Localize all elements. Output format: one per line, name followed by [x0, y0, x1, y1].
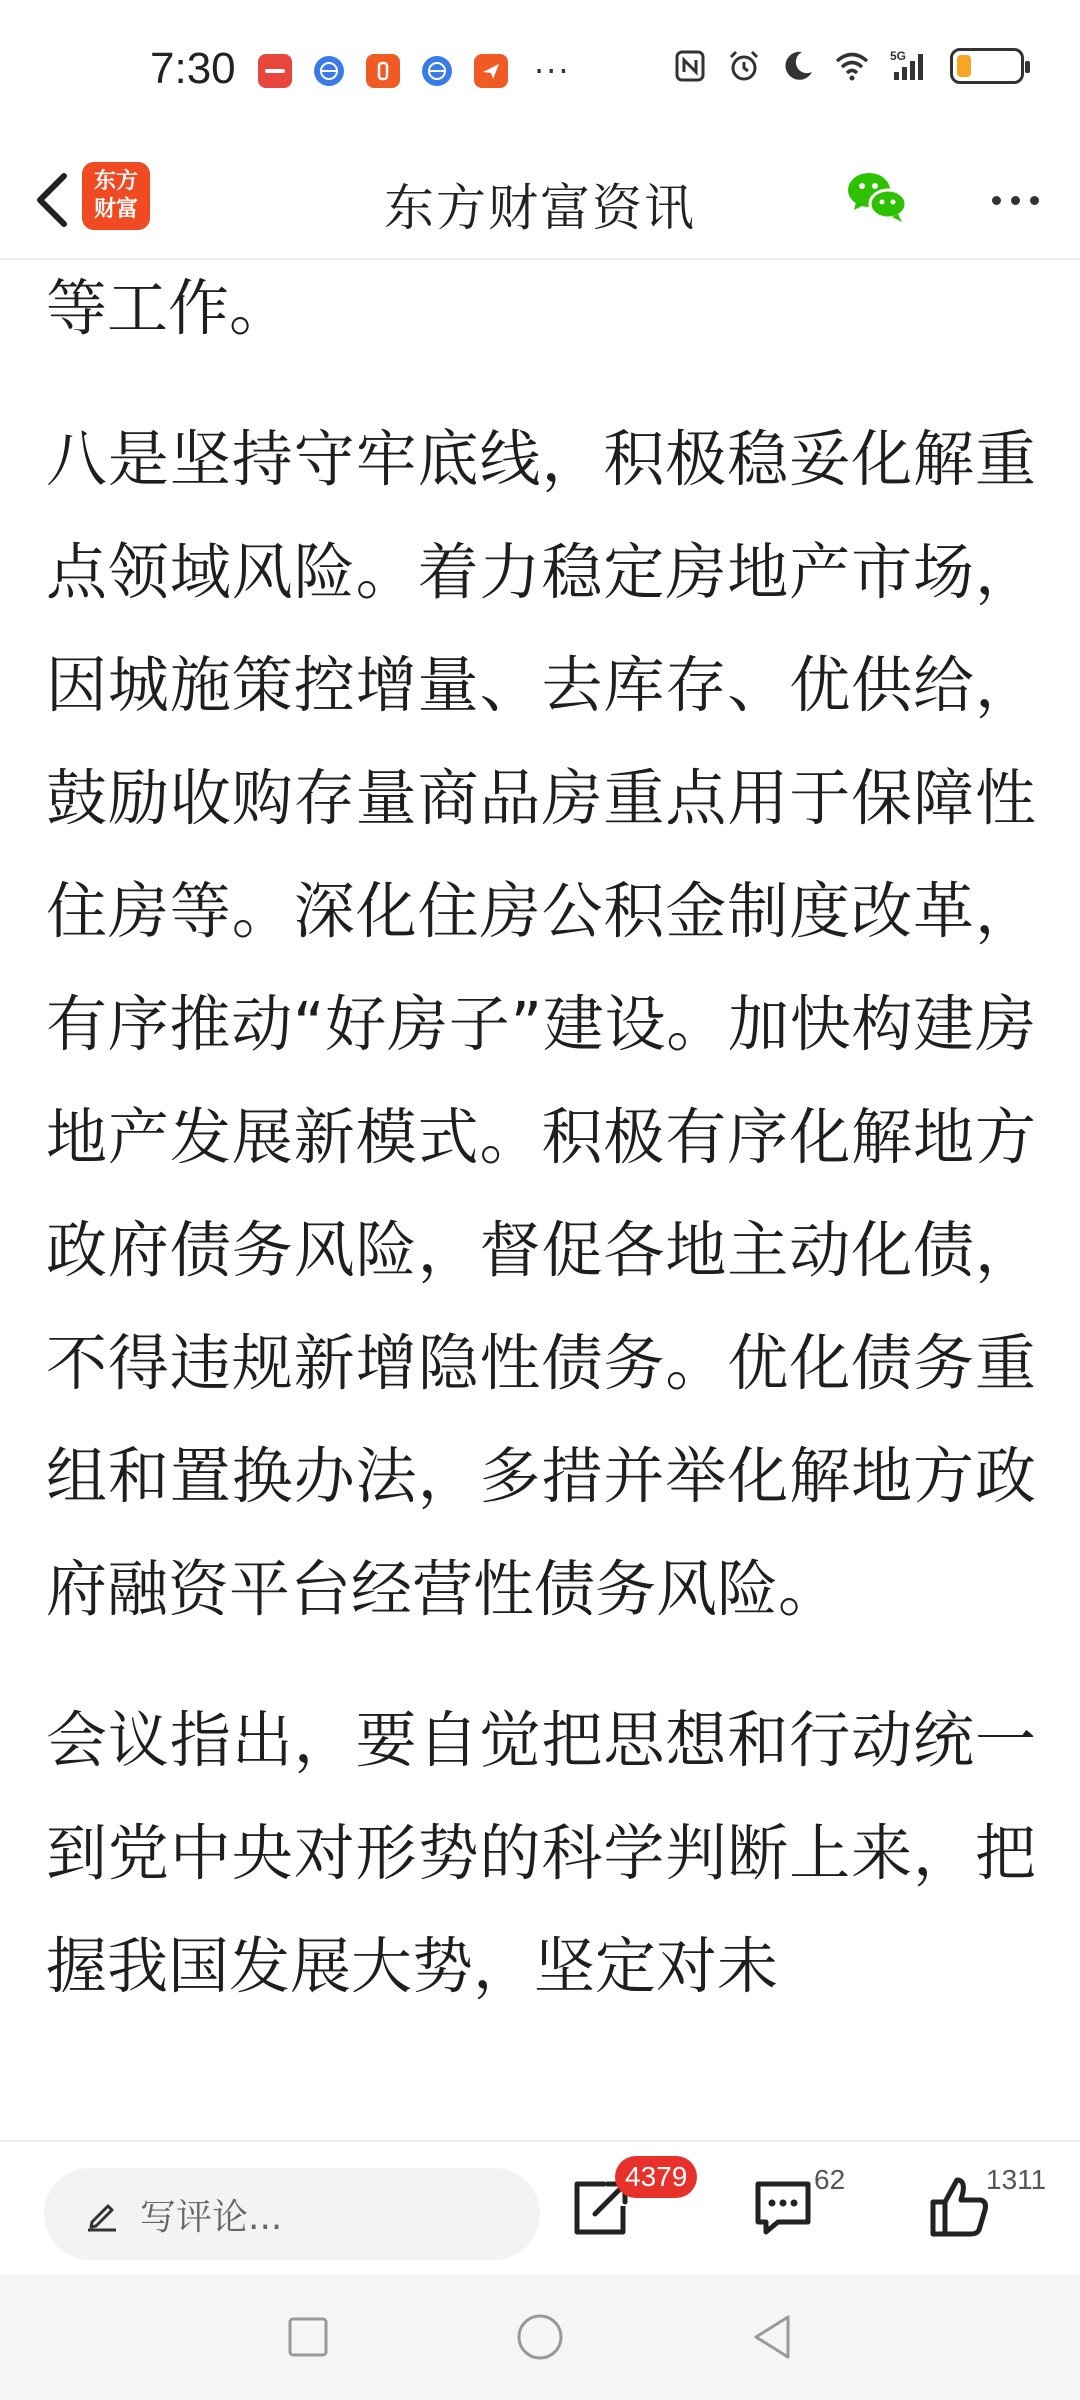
- svg-text:5G: 5G: [890, 49, 907, 63]
- alarm-icon: [726, 48, 762, 84]
- triangle-back-icon: [748, 2312, 796, 2362]
- cellular-signal-icon: [888, 48, 932, 84]
- circle-icon: [515, 2312, 565, 2362]
- battery-level: [957, 55, 971, 77]
- app-header: [0, 140, 1080, 260]
- comment-icon: [748, 2172, 818, 2242]
- article-paragraph: 等工作。: [46, 273, 291, 344]
- notification-icons: [258, 52, 571, 90]
- square-icon: [286, 2315, 330, 2359]
- comment-count: 62: [814, 2164, 846, 2195]
- wifi-icon: [834, 48, 870, 84]
- system-navigation-bar: [0, 2275, 1080, 2400]
- home-button[interactable]: [510, 2307, 570, 2367]
- status-time: 7:30: [150, 44, 236, 93]
- nfc-icon: [672, 48, 708, 84]
- app-badge-icon: [366, 54, 400, 88]
- more-dot-icon: [1011, 196, 1020, 205]
- more-options-button[interactable]: [980, 170, 1050, 230]
- like-count: 1311: [986, 2164, 1047, 2195]
- wechat-icon: [842, 162, 912, 232]
- more-dot-icon: [992, 196, 1001, 205]
- page-title: 东方财富资讯: [384, 179, 696, 237]
- comment-input[interactable]: [44, 2168, 540, 2260]
- more-notifications-indicator: ···: [534, 52, 571, 90]
- more-dot-icon: [1030, 196, 1039, 205]
- comment-placeholder: 写评论...: [140, 2196, 283, 2238]
- logo-text-line2: 财富: [93, 197, 138, 222]
- share-count-badge: 4379: [615, 2156, 697, 2198]
- recent-apps-button[interactable]: [278, 2307, 338, 2367]
- system-icons: [672, 48, 1024, 84]
- browser-icon: [314, 56, 344, 86]
- like-button[interactable]: [925, 2172, 995, 2242]
- article-paragraph: 会议指出，要自觉把思想和行动统一到党中央对形势的科学判断上来，把握我国发展大势，坚定对未: [46, 1705, 1036, 2002]
- huawei-app-icon: [258, 54, 292, 88]
- comments-button[interactable]: [748, 2172, 818, 2242]
- article-paragraph: 八是坚持守牢底线，积极稳妥化解重点领域风险。着力稳定房地产市场，因城施策控增量、去库存、优供给，鼓励收购存量商品房重点用于保障性住房等。深化住房公积金制度改革，有序推动“好房子”建设。加快构建房地产发展新模式。积极有序化解地方政府债务风险，督促各地主动化债，不得违规新增隐性债务。优化债务重组和置换办法，多措并举化解地方政府融资平台经营性债务风险。: [46, 424, 1036, 1625]
- send-app-icon: [474, 54, 508, 88]
- battery-icon: [950, 48, 1024, 84]
- article-body: [46, 260, 1036, 2140]
- system-back-button[interactable]: [742, 2307, 802, 2367]
- bottom-action-bar: [0, 2140, 1080, 2275]
- do-not-disturb-moon-icon: [780, 48, 816, 84]
- thumbs-up-icon: [925, 2172, 995, 2242]
- pencil-icon: [84, 2196, 120, 2232]
- wechat-share-button[interactable]: [842, 162, 912, 232]
- browser-icon: [422, 56, 452, 86]
- logo-text-line1: 东方: [93, 169, 138, 194]
- status-bar: [0, 0, 1080, 140]
